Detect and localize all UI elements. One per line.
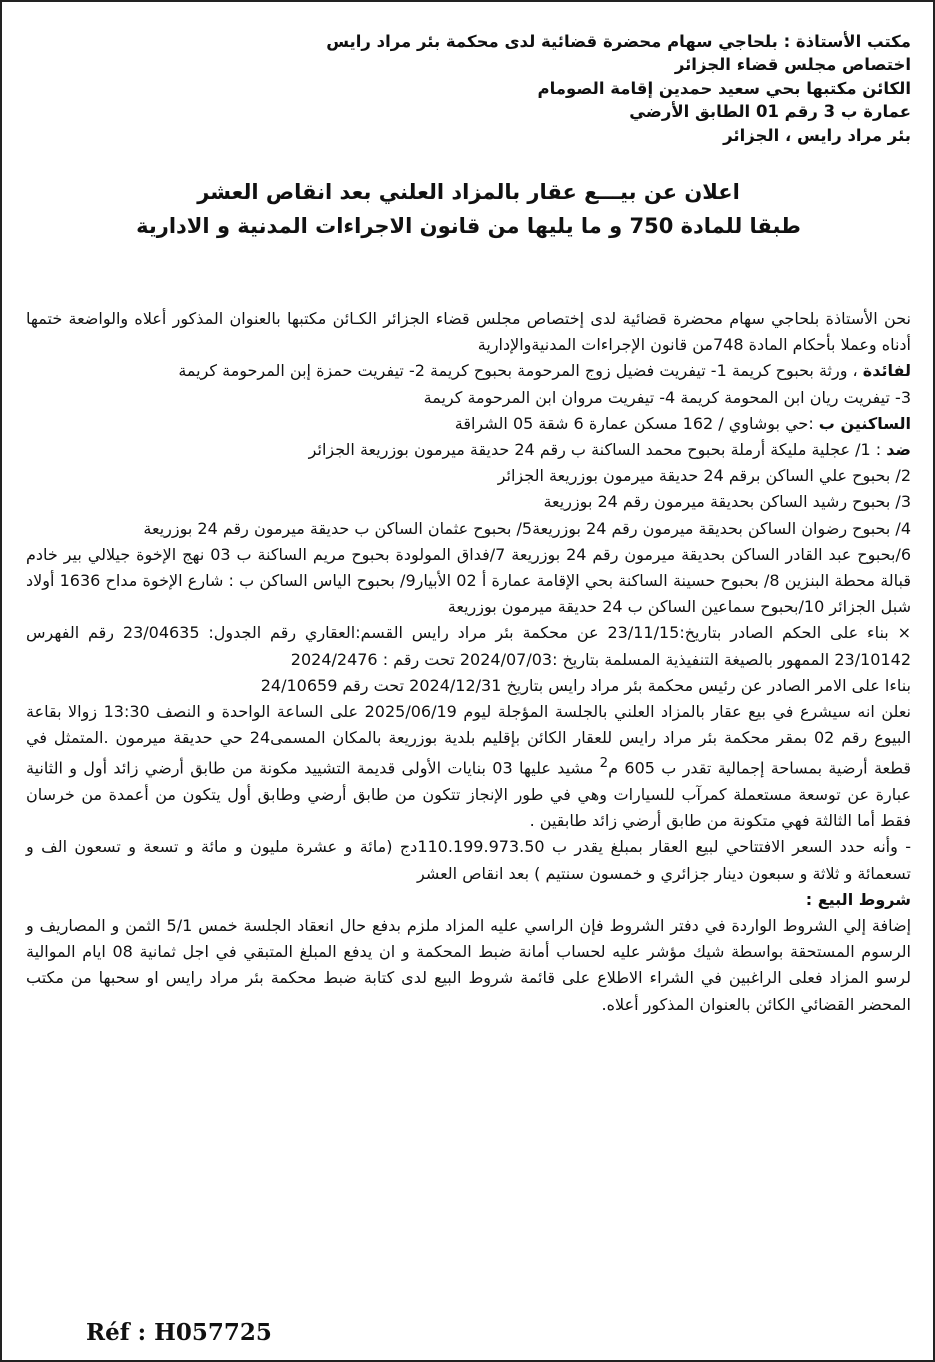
beneficiary-paragraph [26,358,911,384]
against-item: 4/ بحبوح رضوان الساكن بحديقة ميرمون رقم 24 بوزريعة5/ بحبوح عثمان الساكن ب حديقة ميرمون رقم 24 بوزريعة [143,518,911,538]
sale-announcement-paragraph [26,699,911,834]
title-line-2: طبقا للمادة 750 و ما يليها من قانون الاجراءات المدنية و الادارية [136,214,801,239]
against-paragraph [26,437,911,463]
sale-conditions-heading: شروط البيع : [805,889,911,909]
office-header [26,30,911,147]
intro-paragraph: نحن الأستاذة بلحاجي سهام محضرة قضائية لدى إختصاص مجلس قضاء الجزائر الكـائن مكتبها بالعنوان المذكور أعلاه والواضعة ختمها أدناه وعملا بأحكام المادة 748من قانون الإجراءات المدنيةوالإدارية [26,309,911,355]
sale-conditions-text: إضافة إلي الشروط الواردة في دفتر الشروط فإن الراسي عليه المزاد ملزم بدفع حال انعقاد الجلسة خمس 5/1 الثمن و المصاريف و الرسوم المستحقة بواسطة شيك مؤشر عليه لحساب أمانة ضبط المحكمة و ان يدفع المبلغ المتبقي في اجل ثمانية 08 ايام الموالية لرسو المزاد فعلى الراغبين في الشراء الاطلاع على قائمة شروط البيع لدى كتابة ضبط محكمة بئر مراد رايس او سحبها من مكتب المحضر القضائي الكائن بالعنوان المذكور أعلاه. [26,916,912,1014]
office-line: مكتب الأستاذة : بلحاجي سهام محضرة قضائية لدى محكمة بئر مراد رايس [326,32,911,51]
beneficiary-continued: 3- تيفريت ريان ابن المحومة كريمة 4- تيفريت مروان ابن المرحومة كريمة [423,387,911,407]
against-item: : 1/ عجلية مليكة أرملة بحبوح محمد الساكنة ب رقم 24 حديقة ميرمون بوزريعة الجزائر [308,440,882,460]
announcement-body [26,306,911,1018]
reference-number: Réf : H057725 [86,1319,272,1346]
announcement-title [26,175,911,243]
judgment-paragraph: × بناء على الحكم الصادر بتاريخ:23/11/15 عن محكمة بئر مراد رايس القسم:العقاري رقم الجدول: 23/04635 رقم الفهرس 23/10142 الممهور بالصيغة التنفيذية المسلمة بتاريخ :2024/07/03 تحت رقم : 2024/2476 [26,623,911,669]
building-line: عمارة ب 3 رقم 01 الطابق الأرضي [629,102,911,122]
beneficiary-label: لفائدة [862,361,911,381]
address-line: الكائن مكتبها بحي سعيد حمدين إقامة الصومام [537,78,911,98]
residents-text: :حي بوشاوي / 162 مسكن عمارة 6 شقة 05 الشراقة [454,413,814,433]
beneficiary-text: ، ورثة بحبوح كريمة 1- تيفريت فضيل زوج المرحومة بحبوح كريمة 2- تيفريت حمزة إبن المرحومة كريمة [178,361,858,381]
square-meter-exponent: 2 [599,756,609,772]
jurisdiction-line: اختصاص مجلس قضاء الجزائر [674,55,911,75]
residents-paragraph [26,411,911,437]
title-line-1: اعلان عن بيـــع عقار بالمزاد العلني بعد انقاص العشر [197,180,740,205]
order-paragraph: بناءا على الامر الصادر عن رئيس محكمة بئر مراد رايس بتاريخ 2024/12/31 تحت رقم 24/10659 [260,675,911,695]
against-item: 6/بحبوح عبد القادر الساكن بحديقة ميرمون رقم 24 بوزريعة 7/فداق المولودة بحبوح مريم الساكنة ب 03 نهج الإخوة جيلالي بير خادم قبالة محطة البنزين 8/ بحبوح حسينة الساكنة بحي الإقامة عمارة أ 02 الأبيار9/ بحبوح الياس الساكن ب : شارع الإخوة مداح 1636 أولاد شبل الجزائر 10/بحبوح سماعين الساكن ب 24 حديقة ميرمون بوزريعة [26,544,912,617]
residents-label: الساكنين ب [818,413,911,433]
against-item: 3/ بحبوح رشيد الساكن بحديقة ميرمون رقم 24 بوزريعة [543,492,911,512]
sale-text-part-2: مشيد عليها 03 بنايات الأولى قديمة التشييد مكونة من طابق أرضي زائد أول و الثانية عبارة عن توسعة مستعملة كمرآب للسيارات وهي في طور الإنجاز تتكون من طابق أرضي وطابق أول يتكون من أعمدة من خرسان فقط أما الثالثة فهي متكونة من طابق أرضي زائد طابقين . [26,758,911,831]
city-line: بئر مراد رايس ، الجزائر [723,125,911,145]
against-label: ضد [886,440,911,460]
opening-price-paragraph: - وأنه حدد السعر الافتتاحي لبيع العقار بمبلغ يقدر ب 110.199.973.50دج (مائة و عشرة مليون و مائة و تسعة و تسعون الف و تسعمائة و ثلاثة و سبعون دينار جزائري و خمسون سنتيم ) بعد انقاص العشر [26,837,912,883]
against-item: 2/ بحبوح علي الساكن برقم 24 حديقة ميرمون بوزريعة الجزائر [497,466,911,486]
sale-text-part-1: نعلن انه سيشرع في بيع عقار بالمزاد العلني بالجلسة المؤجلة ليوم 2025/06/19 على الساعة الواحدة و النصف 13:30 زوالا بقاعة البيوع رقم 02 بمقر محكمة بئر مراد رايس للعقار الكائن بإقليم بلدية بوزريعة بالمكان المسمى24 حي حديقة ميرمون .المتمثل في قطعة أرضية بمساحة إجمالية تقدر ب 605 م [26,702,912,778]
